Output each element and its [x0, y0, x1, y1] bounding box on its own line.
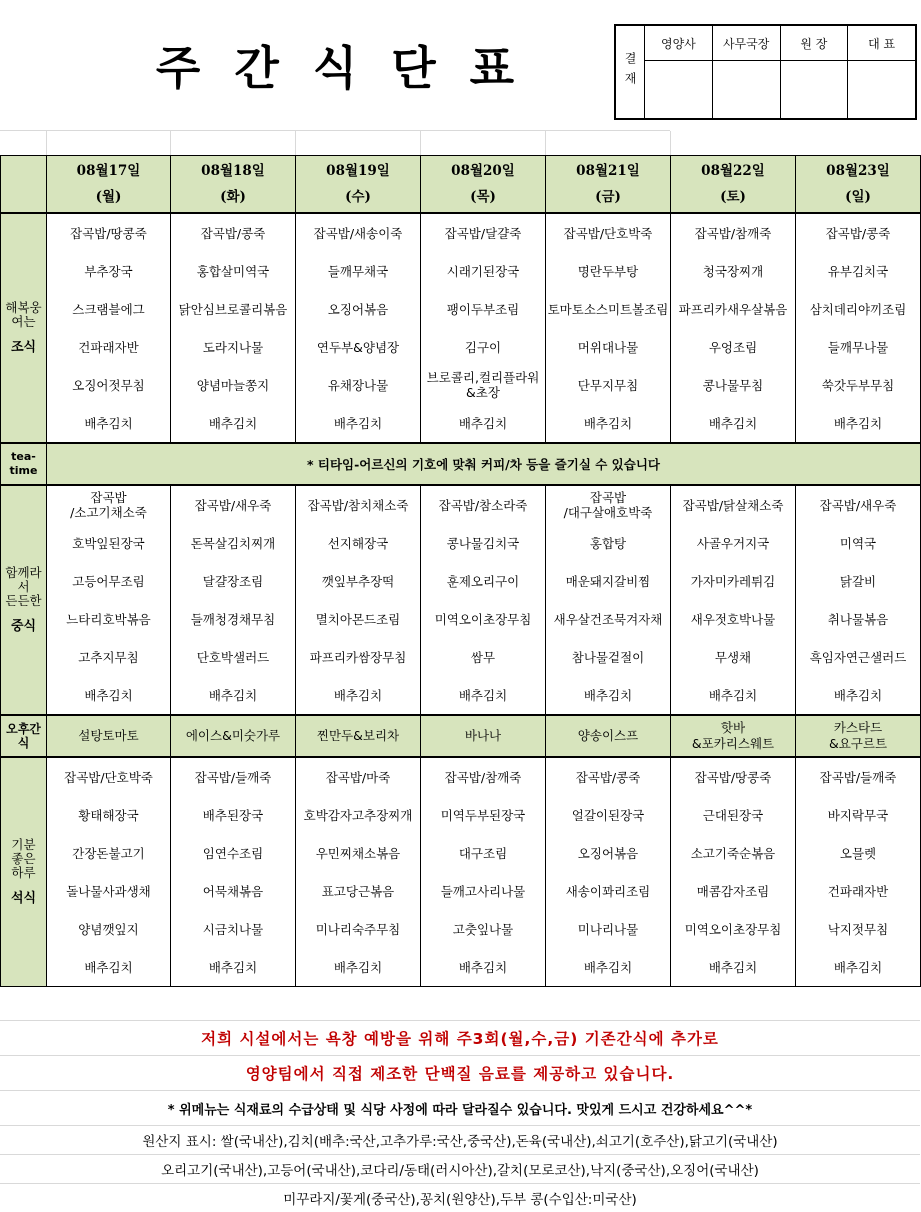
breakfast-dish: 잡곡밥/콩죽: [171, 213, 296, 252]
dinner-dish: 배추김치: [671, 948, 796, 987]
lunch-dish: 파프리카쌈장무침: [296, 638, 421, 676]
dinner-dish: 표고당근볶음: [296, 872, 421, 910]
dinner-dish: 잡곡밥/콩죽: [546, 757, 671, 796]
approval-col-manager: [713, 26, 781, 118]
lunch-dish: 멸치아몬드조림: [296, 600, 421, 638]
approval-role: 사무국장: [713, 26, 780, 61]
breakfast-dish: 배추김치: [796, 404, 921, 443]
breakfast-dish: 토마토소스미트볼조림: [546, 290, 671, 328]
breakfast-dish: 단무지무침: [546, 366, 671, 404]
day-weekday: (목): [470, 189, 496, 205]
lunch-dish: 느타리호박볶음: [47, 600, 171, 638]
lunch-dish: 돈목살김치찌개: [171, 524, 296, 562]
day-header: [671, 156, 796, 214]
breakfast-dish: 잡곡밥/콩죽: [796, 213, 921, 252]
lunch-dish: 배추김치: [171, 676, 296, 715]
dinner-dish: 잡곡밥/들깨죽: [171, 757, 296, 796]
dinner-dish: 시금치나물: [171, 910, 296, 948]
lunch-dish: 잡곡밥/참소라죽: [421, 485, 546, 524]
lunch-row: [1, 676, 921, 715]
dinner-dish: 배추된장국: [171, 796, 296, 834]
page-title: [0, 0, 670, 130]
dinner-dish: 오믈렛: [796, 834, 921, 872]
snack-item: 설탕토마토: [47, 715, 171, 757]
lunch-dish: 달걀장조림: [171, 562, 296, 600]
day-header: [796, 156, 921, 214]
breakfast-dish: 오징어젓무침: [47, 366, 171, 404]
breakfast-dish: 명란두부탕: [546, 252, 671, 290]
footer: [0, 1020, 920, 1212]
lunch-dish: 배추김치: [546, 676, 671, 715]
dinner-dish: 미나리나물: [546, 910, 671, 948]
breakfast-dish: 홍합살미역국: [171, 252, 296, 290]
dinner-dish: 대구조림: [421, 834, 546, 872]
lunch-dish: 사골우거지국: [671, 524, 796, 562]
snack-row: [1, 715, 921, 757]
dinner-dish: 미역두부된장국: [421, 796, 546, 834]
day-header: [421, 156, 546, 214]
protein-drink-notice-line1: 저희 시설에서는 욕창 예방을 위해 주3회(월,수,금) 기존간식에 추가로: [0, 1020, 920, 1055]
breakfast-row: [1, 366, 921, 404]
weekly-menu-table: [0, 155, 921, 987]
dinner-dish: 건파래자반: [796, 872, 921, 910]
lunch-dish: 잡곡밥 /소고기채소죽: [47, 485, 171, 524]
breakfast-dish: 부추장국: [47, 252, 171, 290]
lunch-label-main: 중식: [10, 619, 37, 634]
breakfast-dish: 쑥갓두부무침: [796, 366, 921, 404]
approval-role: 영양사: [645, 26, 712, 61]
breakfast-row: [1, 290, 921, 328]
dinner-row: [1, 796, 921, 834]
dinner-dish: 돌나물사과생채: [47, 872, 171, 910]
lunch-dish: 참나물겉절이: [546, 638, 671, 676]
day-date: 08월17일: [76, 163, 141, 179]
lunch-label-line: 함께라: [5, 565, 42, 580]
breakfast-label-main: 조식: [10, 340, 37, 355]
breakfast-dish: 배추김치: [47, 404, 171, 443]
day-date: 08월19일: [326, 163, 390, 179]
teatime-row: [1, 443, 921, 485]
header-corner: [1, 156, 47, 214]
dinner-dish: 미역오이초장무침: [671, 910, 796, 948]
lunch-dish: 콩나물김치국: [421, 524, 546, 562]
dinner-dish: 배추김치: [47, 948, 171, 987]
lunch-dish: 매운돼지갈비찜: [546, 562, 671, 600]
day-date: 08월20일: [451, 163, 515, 179]
dinner-dish: 잡곡밥/들깨죽: [796, 757, 921, 796]
approval-col-director: [781, 26, 849, 118]
dinner-dish: 임연수조림: [171, 834, 296, 872]
origin-label-line3: 미꾸라지/꽃게(중국산),꽁치(원양산),두부 콩(수입산:미국산): [0, 1183, 920, 1212]
dinner-dish: 잡곡밥/마죽: [296, 757, 421, 796]
dinner-dish: 배추김치: [421, 948, 546, 987]
breakfast-dish: 배추김치: [171, 404, 296, 443]
dinner-dish: 근대된장국: [671, 796, 796, 834]
snack-item: 에이스&미숫가루: [171, 715, 296, 757]
lunch-dish: 가자미카레튀김: [671, 562, 796, 600]
dinner-dish: 황태해장국: [47, 796, 171, 834]
origin-label-line2: 오리고기(국내산),고등어(국내산),코다리/동태(러시아산),갈치(모로코산),낙지(중국산),오징어(국내산): [0, 1154, 920, 1183]
breakfast-dish: 시래기된장국: [421, 252, 546, 290]
origin-label-line1: 원산지 표시: 쌀(국내산),김치(배추:국산,고추가루:국산,중국산),돈육(국내산),쇠고기(호주산),닭고기(국내산): [0, 1125, 920, 1154]
breakfast-dish: 유부김치국: [796, 252, 921, 290]
breakfast-row: [1, 328, 921, 366]
dinner-dish: 새송이꽈리조림: [546, 872, 671, 910]
day-date: 08월23일: [826, 163, 890, 179]
breakfast-dish: 양념마늘쫑지: [171, 366, 296, 404]
sheet-gridlines: [0, 130, 670, 157]
menu-change-note: * 위메뉴는 식재료의 수급상태 및 식당 사정에 따라 달라질수 있습니다. 맛있게 드시고 건강하세요^^*: [0, 1090, 920, 1125]
dinner-dish: 배추김치: [796, 948, 921, 987]
lunch-dish: 쌈무: [421, 638, 546, 676]
snack-label: [1, 715, 47, 757]
dinner-dish: 호박감자고추장찌개: [296, 796, 421, 834]
dinner-dish: 어묵채볶음: [171, 872, 296, 910]
breakfast-dish: 파프리카새우살볶음: [671, 290, 796, 328]
lunch-dish: 새우젓호박나물: [671, 600, 796, 638]
day-date: 08월18일: [201, 163, 265, 179]
lunch-row: [1, 485, 921, 524]
lunch-row: [1, 600, 921, 638]
approval-sign-field[interactable]: [645, 61, 712, 118]
day-weekday: (일): [845, 189, 871, 205]
lunch-label: [1, 485, 47, 715]
protein-drink-notice-line2: 영양팀에서 직접 제조한 단백질 음료를 제공하고 있습니다.: [0, 1055, 920, 1090]
breakfast-dish: 우엉조림: [671, 328, 796, 366]
breakfast-dish: 오징어볶음: [296, 290, 421, 328]
snack-item: 카스타드 &요구르트: [796, 715, 921, 757]
approval-role: 대 표: [848, 26, 915, 61]
dinner-row: [1, 910, 921, 948]
dinner-label: [1, 757, 47, 987]
breakfast-dish: 배추김치: [546, 404, 671, 443]
lunch-dish: 미역국: [796, 524, 921, 562]
snack-label-text: 오후간식: [6, 722, 41, 750]
day-header: [47, 156, 171, 214]
breakfast-dish: 배추김치: [671, 404, 796, 443]
dinner-dish: 잡곡밥/참깨죽: [421, 757, 546, 796]
breakfast-dish: 건파래자반: [47, 328, 171, 366]
day-weekday: (토): [720, 189, 746, 205]
dinner-label-line: 하루: [11, 865, 36, 880]
dinner-dish: 소고기죽순볶음: [671, 834, 796, 872]
dinner-dish: 미나리숙주무침: [296, 910, 421, 948]
breakfast-dish: 김구이: [421, 328, 546, 366]
breakfast-row: [1, 252, 921, 290]
lunch-row: [1, 524, 921, 562]
approval-sign-field[interactable]: [781, 61, 848, 118]
approval-sign-field[interactable]: [713, 61, 780, 118]
lunch-dish: 배추김치: [421, 676, 546, 715]
breakfast-dish: 잡곡밥/단호박죽: [546, 213, 671, 252]
dinner-dish: 배추김치: [296, 948, 421, 987]
lunch-dish: 고등어무조림: [47, 562, 171, 600]
lunch-dish: 무생채: [671, 638, 796, 676]
lunch-dish: 홍합탕: [546, 524, 671, 562]
snack-item: 찐만두&보리차: [296, 715, 421, 757]
lunch-dish: 깻잎부추장떡: [296, 562, 421, 600]
lunch-dish: 들깨청경채무침: [171, 600, 296, 638]
lunch-dish: 선지해장국: [296, 524, 421, 562]
approval-sign-field[interactable]: [848, 61, 915, 118]
snack-item: 양송이스프: [546, 715, 671, 757]
dinner-row: [1, 757, 921, 796]
dinner-row: [1, 834, 921, 872]
lunch-dish: 호박잎된장국: [47, 524, 171, 562]
breakfast-row: [1, 213, 921, 252]
breakfast-dish: 들깨무채국: [296, 252, 421, 290]
lunch-dish: 잡곡밥/새우죽: [796, 485, 921, 524]
breakfast-dish: 콩나물무침: [671, 366, 796, 404]
teatime-label: [1, 443, 47, 485]
breakfast-dish: 연두부&양념장: [296, 328, 421, 366]
dinner-label-main: 석식: [10, 891, 37, 906]
breakfast-dish: 잡곡밥/새송이죽: [296, 213, 421, 252]
breakfast-dish: 잡곡밥/달걀죽: [421, 213, 546, 252]
dinner-dish: 배추김치: [546, 948, 671, 987]
dinner-row: [1, 948, 921, 987]
dinner-row: [1, 872, 921, 910]
breakfast-label-line: 여는: [11, 314, 36, 329]
day-weekday: (금): [595, 189, 621, 205]
day-header: [546, 156, 671, 214]
dinner-dish: 바지락무국: [796, 796, 921, 834]
day-weekday: (화): [220, 189, 246, 205]
lunch-dish: 흑임자연근샐러드: [796, 638, 921, 676]
lunch-dish: 배추김치: [47, 676, 171, 715]
lunch-dish: 잡곡밥/닭살채소죽: [671, 485, 796, 524]
dinner-dish: 오징어볶음: [546, 834, 671, 872]
breakfast-dish: 잡곡밥/참깨죽: [671, 213, 796, 252]
lunch-row: [1, 562, 921, 600]
breakfast-dish: 들깨무나물: [796, 328, 921, 366]
breakfast-dish: 청국장찌개: [671, 252, 796, 290]
breakfast-dish: 팽이두부조림: [421, 290, 546, 328]
breakfast-dish: 배추김치: [421, 404, 546, 443]
breakfast-dish: 브로콜리,컬리플라워 &초장: [421, 366, 546, 404]
approval-role: 원 장: [781, 26, 848, 61]
lunch-dish: 미역오이초장무침: [421, 600, 546, 638]
approval-label: [616, 26, 645, 118]
teatime-label-text: tea-time: [9, 450, 38, 477]
lunch-dish: 고추지무침: [47, 638, 171, 676]
day-date: 08월22일: [701, 163, 765, 179]
day-header-row: [1, 156, 921, 214]
breakfast-dish: 삼치데리야끼조림: [796, 290, 921, 328]
day-weekday: (수): [345, 189, 371, 205]
lunch-label-line: 든든한: [5, 593, 42, 608]
day-weekday: (월): [95, 189, 122, 205]
dinner-dish: 배추김치: [171, 948, 296, 987]
lunch-dish: 잡곡밥/참치채소죽: [296, 485, 421, 524]
lunch-row: [1, 638, 921, 676]
lunch-label-line: 서: [17, 579, 30, 594]
dinner-label-line: 좋은: [11, 851, 36, 866]
breakfast-label: [1, 213, 47, 443]
breakfast-dish: 도라지나물: [171, 328, 296, 366]
day-header: [296, 156, 421, 214]
lunch-dish: 배추김치: [671, 676, 796, 715]
snack-item: 바나나: [421, 715, 546, 757]
breakfast-dish: 배추김치: [296, 404, 421, 443]
breakfast-row: [1, 404, 921, 443]
breakfast-dish: 유채장나물: [296, 366, 421, 404]
day-header: [171, 156, 296, 214]
breakfast-label-line: 해복웅: [5, 300, 42, 315]
lunch-dish: 잡곡밥/새우죽: [171, 485, 296, 524]
dinner-dish: 낙지젓무침: [796, 910, 921, 948]
lunch-dish: 닭갈비: [796, 562, 921, 600]
approval-box: [614, 24, 917, 120]
day-date: 08월21일: [576, 163, 640, 179]
dinner-dish: 잡곡밥/땅콩죽: [671, 757, 796, 796]
page-title-text: 주간식단표: [155, 41, 549, 95]
breakfast-dish: 잡곡밥/땅콩죽: [47, 213, 171, 252]
lunch-dish: 새우살건조묵겨자채: [546, 600, 671, 638]
breakfast-dish: 닭안심브로콜리볶음: [171, 290, 296, 328]
lunch-dish: 배추김치: [296, 676, 421, 715]
lunch-dish: 단호박샐러드: [171, 638, 296, 676]
dinner-dish: 들깨고사리나물: [421, 872, 546, 910]
dinner-dish: 간장돈불고기: [47, 834, 171, 872]
dinner-dish: 고춧잎나물: [421, 910, 546, 948]
teatime-text: * 티타임-어르신의 기호에 맞춰 커피/차 등을 즐기실 수 있습니다: [47, 443, 921, 485]
snack-item: 핫바 &포카리스웨트: [671, 715, 796, 757]
dinner-dish: 잡곡밥/단호박죽: [47, 757, 171, 796]
lunch-dish: 배추김치: [796, 676, 921, 715]
dinner-dish: 양념깻잎지: [47, 910, 171, 948]
breakfast-dish: 머위대나물: [546, 328, 671, 366]
lunch-dish: 취나물볶음: [796, 600, 921, 638]
lunch-dish: 훈제오리구이: [421, 562, 546, 600]
approval-col-ceo: [848, 26, 915, 118]
dinner-dish: 우민찌채소볶음: [296, 834, 421, 872]
approval-label-text: 결재: [623, 52, 637, 92]
dinner-label-line: 기분: [11, 837, 36, 852]
breakfast-dish: 스크램블에그: [47, 290, 171, 328]
lunch-dish: 잡곡밥 /대구살애호박죽: [546, 485, 671, 524]
dinner-dish: 매콤감자조림: [671, 872, 796, 910]
approval-col-nutritionist: [645, 26, 713, 118]
dinner-dish: 얼갈이된장국: [546, 796, 671, 834]
